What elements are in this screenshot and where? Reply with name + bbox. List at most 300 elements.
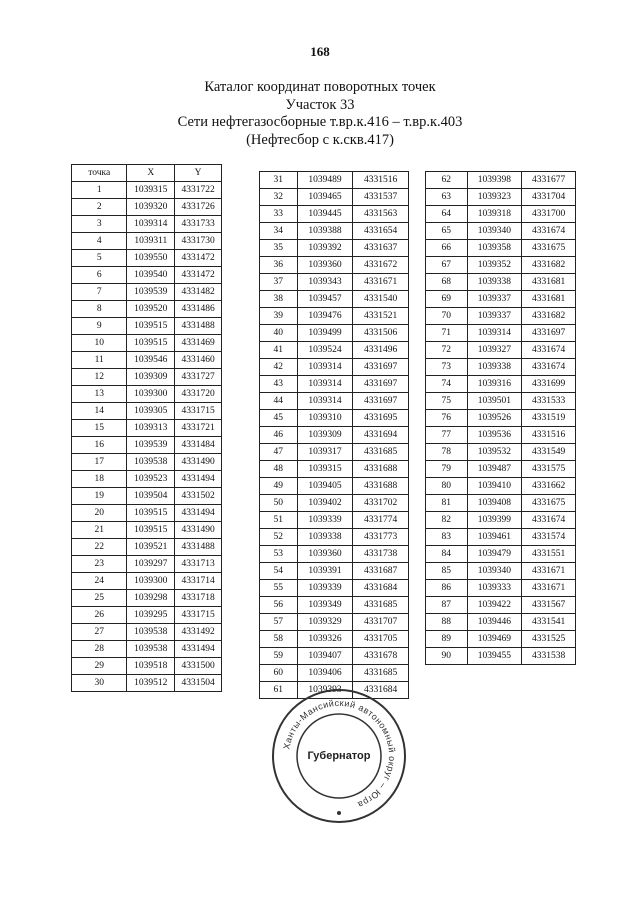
cell-point: 23 xyxy=(72,556,127,573)
cell-x: 1039358 xyxy=(467,240,522,257)
title-line-3: Сети нефтегазосборные т.вр.к.416 – т.вр.к.403 xyxy=(177,114,463,130)
cell-x: 1039518 xyxy=(127,658,175,675)
cell-x: 1039314 xyxy=(297,393,353,410)
cell-point: 15 xyxy=(72,420,127,437)
cell-x: 1039487 xyxy=(467,461,522,478)
cell-y: 4331688 xyxy=(353,478,409,495)
cell-point: 7 xyxy=(72,284,127,301)
cell-y: 4331484 xyxy=(175,437,222,454)
cell-y: 4331699 xyxy=(522,376,576,393)
cell-y: 4331702 xyxy=(353,495,409,512)
table-row xyxy=(260,444,409,461)
cell-y: 4331697 xyxy=(353,359,409,376)
cell-point: 64 xyxy=(426,206,468,223)
table-row xyxy=(260,580,409,597)
cell-point: 48 xyxy=(260,461,298,478)
cell-x: 1039393 xyxy=(297,682,353,699)
cell-y: 4331685 xyxy=(353,444,409,461)
table-row xyxy=(426,223,576,240)
cell-y: 4331672 xyxy=(353,257,409,274)
table-row xyxy=(72,607,222,624)
cell-point: 63 xyxy=(426,189,468,206)
cell-point: 70 xyxy=(426,308,468,325)
cell-y: 4331684 xyxy=(353,682,409,699)
cell-point: 52 xyxy=(260,529,298,546)
cell-point: 12 xyxy=(72,369,127,386)
cell-y: 4331674 xyxy=(522,359,576,376)
table-row xyxy=(72,641,222,658)
cell-point: 50 xyxy=(260,495,298,512)
table-row xyxy=(426,359,576,376)
cell-point: 1 xyxy=(72,182,127,199)
table-row xyxy=(260,529,409,546)
cell-point: 32 xyxy=(260,189,298,206)
cell-x: 1039550 xyxy=(127,250,175,267)
table-row xyxy=(426,325,576,342)
table-row xyxy=(260,274,409,291)
cell-point: 13 xyxy=(72,386,127,403)
cell-y: 4331538 xyxy=(522,648,576,665)
table-row xyxy=(426,461,576,478)
cell-point: 71 xyxy=(426,325,468,342)
cell-x: 1039338 xyxy=(467,359,522,376)
table-row xyxy=(260,376,409,393)
cell-x: 1039318 xyxy=(467,206,522,223)
table-row xyxy=(72,386,222,403)
governor-seal xyxy=(270,687,408,825)
cell-x: 1039300 xyxy=(127,386,175,403)
cell-point: 4 xyxy=(72,233,127,250)
table-row xyxy=(260,461,409,478)
cell-point: 5 xyxy=(72,250,127,267)
table-row xyxy=(72,250,222,267)
cell-x: 1039315 xyxy=(297,461,353,478)
table-row xyxy=(260,291,409,308)
table-row xyxy=(72,233,222,250)
cell-point: 72 xyxy=(426,342,468,359)
cell-x: 1039392 xyxy=(297,240,353,257)
cell-x: 1039445 xyxy=(297,206,353,223)
cell-y: 4331682 xyxy=(522,257,576,274)
cell-point: 33 xyxy=(260,206,298,223)
cell-point: 8 xyxy=(72,301,127,318)
cell-x: 1039515 xyxy=(127,505,175,522)
cell-x: 1039317 xyxy=(297,444,353,461)
cell-y: 4331492 xyxy=(175,624,222,641)
cell-y: 4331496 xyxy=(353,342,409,359)
cell-y: 4331685 xyxy=(353,665,409,682)
cell-y: 4331506 xyxy=(353,325,409,342)
table-row xyxy=(72,318,222,335)
table-row xyxy=(260,512,409,529)
header-y: Y xyxy=(175,165,222,182)
cell-x: 1039298 xyxy=(127,590,175,607)
cell-point: 26 xyxy=(72,607,127,624)
table-row xyxy=(260,410,409,427)
cell-x: 1039523 xyxy=(127,471,175,488)
cell-x: 1039546 xyxy=(127,352,175,369)
cell-point: 54 xyxy=(260,563,298,580)
cell-point: 75 xyxy=(426,393,468,410)
cell-y: 4331662 xyxy=(522,478,576,495)
cell-point: 86 xyxy=(426,580,468,597)
table-row xyxy=(426,342,576,359)
cell-y: 4331521 xyxy=(353,308,409,325)
cell-y: 4331575 xyxy=(522,461,576,478)
table-row xyxy=(260,308,409,325)
cell-point: 49 xyxy=(260,478,298,495)
cell-y: 4331537 xyxy=(353,189,409,206)
cell-point: 90 xyxy=(426,648,468,665)
table-row xyxy=(72,471,222,488)
cell-point: 66 xyxy=(426,240,468,257)
coordinates-table-1 xyxy=(71,164,222,692)
table-row xyxy=(72,437,222,454)
cell-x: 1039489 xyxy=(297,172,353,189)
table-row xyxy=(426,410,576,427)
table-row xyxy=(260,325,409,342)
table-row xyxy=(260,665,409,682)
cell-y: 4331574 xyxy=(522,529,576,546)
cell-point: 34 xyxy=(260,223,298,240)
title-line-2: Участок 33 xyxy=(285,96,355,113)
cell-y: 4331700 xyxy=(522,206,576,223)
document-title xyxy=(0,79,640,149)
cell-x: 1039338 xyxy=(297,529,353,546)
cell-y: 4331697 xyxy=(522,325,576,342)
cell-y: 4331674 xyxy=(522,223,576,240)
cell-point: 6 xyxy=(72,267,127,284)
cell-x: 1039406 xyxy=(297,665,353,682)
cell-y: 4331516 xyxy=(353,172,409,189)
cell-x: 1039310 xyxy=(297,410,353,427)
table-row xyxy=(260,495,409,512)
cell-x: 1039515 xyxy=(127,318,175,335)
table-row xyxy=(72,352,222,369)
cell-x: 1039388 xyxy=(297,223,353,240)
cell-y: 4331671 xyxy=(522,563,576,580)
table-row xyxy=(72,335,222,352)
cell-x: 1039536 xyxy=(467,427,522,444)
cell-y: 4331720 xyxy=(175,386,222,403)
cell-x: 1039315 xyxy=(127,182,175,199)
cell-y: 4331677 xyxy=(522,172,576,189)
cell-x: 1039326 xyxy=(297,631,353,648)
cell-x: 1039343 xyxy=(297,274,353,291)
table-row xyxy=(72,182,222,199)
table-row xyxy=(260,172,409,189)
cell-x: 1039539 xyxy=(127,284,175,301)
table-row xyxy=(260,648,409,665)
table-row xyxy=(426,206,576,223)
table-row xyxy=(72,556,222,573)
cell-y: 4331533 xyxy=(522,393,576,410)
table-row xyxy=(426,240,576,257)
cell-x: 1039309 xyxy=(127,369,175,386)
cell-y: 4331714 xyxy=(175,573,222,590)
table-row xyxy=(72,420,222,437)
cell-point: 22 xyxy=(72,539,127,556)
cell-point: 41 xyxy=(260,342,298,359)
cell-x: 1039314 xyxy=(297,359,353,376)
cell-point: 38 xyxy=(260,291,298,308)
cell-x: 1039316 xyxy=(467,376,522,393)
cell-x: 1039338 xyxy=(467,274,522,291)
cell-point: 81 xyxy=(426,495,468,512)
table-row xyxy=(426,393,576,410)
cell-x: 1039327 xyxy=(467,342,522,359)
cell-x: 1039538 xyxy=(127,454,175,471)
cell-point: 20 xyxy=(72,505,127,522)
table-row xyxy=(426,614,576,631)
table-row xyxy=(72,675,222,692)
cell-y: 4331774 xyxy=(353,512,409,529)
cell-x: 1039515 xyxy=(127,335,175,352)
table-row xyxy=(260,393,409,410)
title-line-1: Каталог координат поворотных точек xyxy=(204,79,436,95)
table-row xyxy=(426,291,576,308)
table-row xyxy=(260,240,409,257)
cell-y: 4331460 xyxy=(175,352,222,369)
cell-y: 4331681 xyxy=(522,291,576,308)
cell-point: 56 xyxy=(260,597,298,614)
cell-y: 4331500 xyxy=(175,658,222,675)
cell-x: 1039360 xyxy=(297,546,353,563)
table-row xyxy=(72,267,222,284)
cell-point: 74 xyxy=(426,376,468,393)
cell-x: 1039455 xyxy=(467,648,522,665)
cell-point: 17 xyxy=(72,454,127,471)
cell-y: 4331486 xyxy=(175,301,222,318)
cell-y: 4331695 xyxy=(353,410,409,427)
cell-point: 68 xyxy=(426,274,468,291)
cell-x: 1039521 xyxy=(127,539,175,556)
table-row xyxy=(72,488,222,505)
cell-y: 4331684 xyxy=(353,580,409,597)
cell-y: 4331494 xyxy=(175,641,222,658)
cell-point: 14 xyxy=(72,403,127,420)
cell-point: 59 xyxy=(260,648,298,665)
table-row xyxy=(72,369,222,386)
cell-point: 73 xyxy=(426,359,468,376)
cell-y: 4331488 xyxy=(175,539,222,556)
cell-x: 1039526 xyxy=(467,410,522,427)
table-row xyxy=(260,597,409,614)
cell-x: 1039340 xyxy=(467,223,522,240)
cell-point: 47 xyxy=(260,444,298,461)
cell-point: 46 xyxy=(260,427,298,444)
cell-y: 4331694 xyxy=(353,427,409,444)
table-header-row xyxy=(72,165,222,182)
cell-point: 65 xyxy=(426,223,468,240)
cell-x: 1039461 xyxy=(467,529,522,546)
table-row xyxy=(426,274,576,291)
cell-x: 1039305 xyxy=(127,403,175,420)
cell-point: 78 xyxy=(426,444,468,461)
table-row xyxy=(72,199,222,216)
cell-x: 1039501 xyxy=(467,393,522,410)
cell-point: 53 xyxy=(260,546,298,563)
cell-x: 1039339 xyxy=(297,580,353,597)
cell-y: 4331671 xyxy=(353,274,409,291)
cell-point: 36 xyxy=(260,257,298,274)
cell-x: 1039408 xyxy=(467,495,522,512)
table-row xyxy=(72,573,222,590)
cell-y: 4331704 xyxy=(522,189,576,206)
table-row xyxy=(260,427,409,444)
cell-y: 4331551 xyxy=(522,546,576,563)
cell-y: 4331488 xyxy=(175,318,222,335)
table-row xyxy=(72,539,222,556)
cell-y: 4331516 xyxy=(522,427,576,444)
cell-x: 1039337 xyxy=(467,308,522,325)
cell-x: 1039340 xyxy=(467,563,522,580)
cell-x: 1039352 xyxy=(467,257,522,274)
cell-point: 24 xyxy=(72,573,127,590)
cell-x: 1039469 xyxy=(467,631,522,648)
title-line-4: (Нефтесбор с к.скв.417) xyxy=(246,131,394,148)
cell-y: 4331541 xyxy=(522,614,576,631)
cell-point: 9 xyxy=(72,318,127,335)
table-row xyxy=(426,257,576,274)
cell-y: 4331671 xyxy=(522,580,576,597)
table-row xyxy=(426,478,576,495)
cell-point: 43 xyxy=(260,376,298,393)
table-row xyxy=(260,563,409,580)
table-row xyxy=(426,631,576,648)
cell-y: 4331727 xyxy=(175,369,222,386)
cell-y: 4331738 xyxy=(353,546,409,563)
cell-point: 39 xyxy=(260,308,298,325)
cell-point: 61 xyxy=(260,682,298,699)
cell-point: 2 xyxy=(72,199,127,216)
table-row xyxy=(260,223,409,240)
cell-point: 28 xyxy=(72,641,127,658)
cell-x: 1039515 xyxy=(127,522,175,539)
cell-point: 44 xyxy=(260,393,298,410)
cell-x: 1039295 xyxy=(127,607,175,624)
cell-point: 31 xyxy=(260,172,298,189)
cell-x: 1039465 xyxy=(297,189,353,206)
cell-y: 4331469 xyxy=(175,335,222,352)
cell-x: 1039297 xyxy=(127,556,175,573)
cell-x: 1039300 xyxy=(127,573,175,590)
cell-point: 69 xyxy=(426,291,468,308)
cell-y: 4331678 xyxy=(353,648,409,665)
cell-x: 1039539 xyxy=(127,437,175,454)
cell-y: 4331718 xyxy=(175,590,222,607)
cell-x: 1039309 xyxy=(297,427,353,444)
cell-y: 4331674 xyxy=(522,342,576,359)
cell-x: 1039323 xyxy=(467,189,522,206)
table-row xyxy=(426,444,576,461)
cell-y: 4331502 xyxy=(175,488,222,505)
table-row xyxy=(72,658,222,675)
cell-x: 1039391 xyxy=(297,563,353,580)
cell-x: 1039410 xyxy=(467,478,522,495)
cell-x: 1039337 xyxy=(467,291,522,308)
table-row xyxy=(72,301,222,318)
cell-point: 29 xyxy=(72,658,127,675)
cell-y: 4331687 xyxy=(353,563,409,580)
cell-y: 4331697 xyxy=(353,393,409,410)
table-row xyxy=(260,189,409,206)
cell-x: 1039479 xyxy=(467,546,522,563)
cell-y: 4331482 xyxy=(175,284,222,301)
table-row xyxy=(260,478,409,495)
cell-point: 60 xyxy=(260,665,298,682)
cell-y: 4331567 xyxy=(522,597,576,614)
table-row xyxy=(72,590,222,607)
cell-point: 88 xyxy=(426,614,468,631)
cell-point: 85 xyxy=(426,563,468,580)
cell-point: 62 xyxy=(426,172,468,189)
cell-x: 1039532 xyxy=(467,444,522,461)
cell-point: 19 xyxy=(72,488,127,505)
cell-y: 4331713 xyxy=(175,556,222,573)
cell-y: 4331490 xyxy=(175,454,222,471)
cell-x: 1039476 xyxy=(297,308,353,325)
table-row xyxy=(72,403,222,420)
table-row xyxy=(72,284,222,301)
cell-y: 4331675 xyxy=(522,495,576,512)
cell-y: 4331540 xyxy=(353,291,409,308)
table-row xyxy=(260,206,409,223)
cell-x: 1039333 xyxy=(467,580,522,597)
table-row xyxy=(260,257,409,274)
cell-x: 1039405 xyxy=(297,478,353,495)
seal-center-text: Губернатор xyxy=(307,750,371,762)
table-row xyxy=(426,648,576,665)
table-row xyxy=(426,512,576,529)
table-row xyxy=(72,522,222,539)
cell-point: 30 xyxy=(72,675,127,692)
cell-point: 77 xyxy=(426,427,468,444)
header-x: X xyxy=(127,165,175,182)
cell-x: 1039399 xyxy=(467,512,522,529)
page-number: 168 xyxy=(310,44,330,59)
cell-y: 4331685 xyxy=(353,597,409,614)
cell-y: 4331519 xyxy=(522,410,576,427)
cell-point: 51 xyxy=(260,512,298,529)
cell-y: 4331494 xyxy=(175,505,222,522)
cell-x: 1039540 xyxy=(127,267,175,284)
cell-y: 4331715 xyxy=(175,403,222,420)
table-row xyxy=(260,359,409,376)
cell-x: 1039520 xyxy=(127,301,175,318)
table-row xyxy=(426,546,576,563)
table-row xyxy=(260,614,409,631)
table-row xyxy=(260,546,409,563)
cell-y: 4331494 xyxy=(175,471,222,488)
cell-point: 76 xyxy=(426,410,468,427)
cell-x: 1039339 xyxy=(297,512,353,529)
cell-y: 4331490 xyxy=(175,522,222,539)
cell-y: 4331654 xyxy=(353,223,409,240)
cell-x: 1039360 xyxy=(297,257,353,274)
table-row xyxy=(426,529,576,546)
cell-point: 27 xyxy=(72,624,127,641)
cell-x: 1039398 xyxy=(467,172,522,189)
cell-point: 42 xyxy=(260,359,298,376)
cell-y: 4331726 xyxy=(175,199,222,216)
coordinates-table-3 xyxy=(425,171,576,665)
cell-point: 35 xyxy=(260,240,298,257)
cell-x: 1039402 xyxy=(297,495,353,512)
cell-point: 3 xyxy=(72,216,127,233)
cell-y: 4331682 xyxy=(522,308,576,325)
table-row xyxy=(72,624,222,641)
